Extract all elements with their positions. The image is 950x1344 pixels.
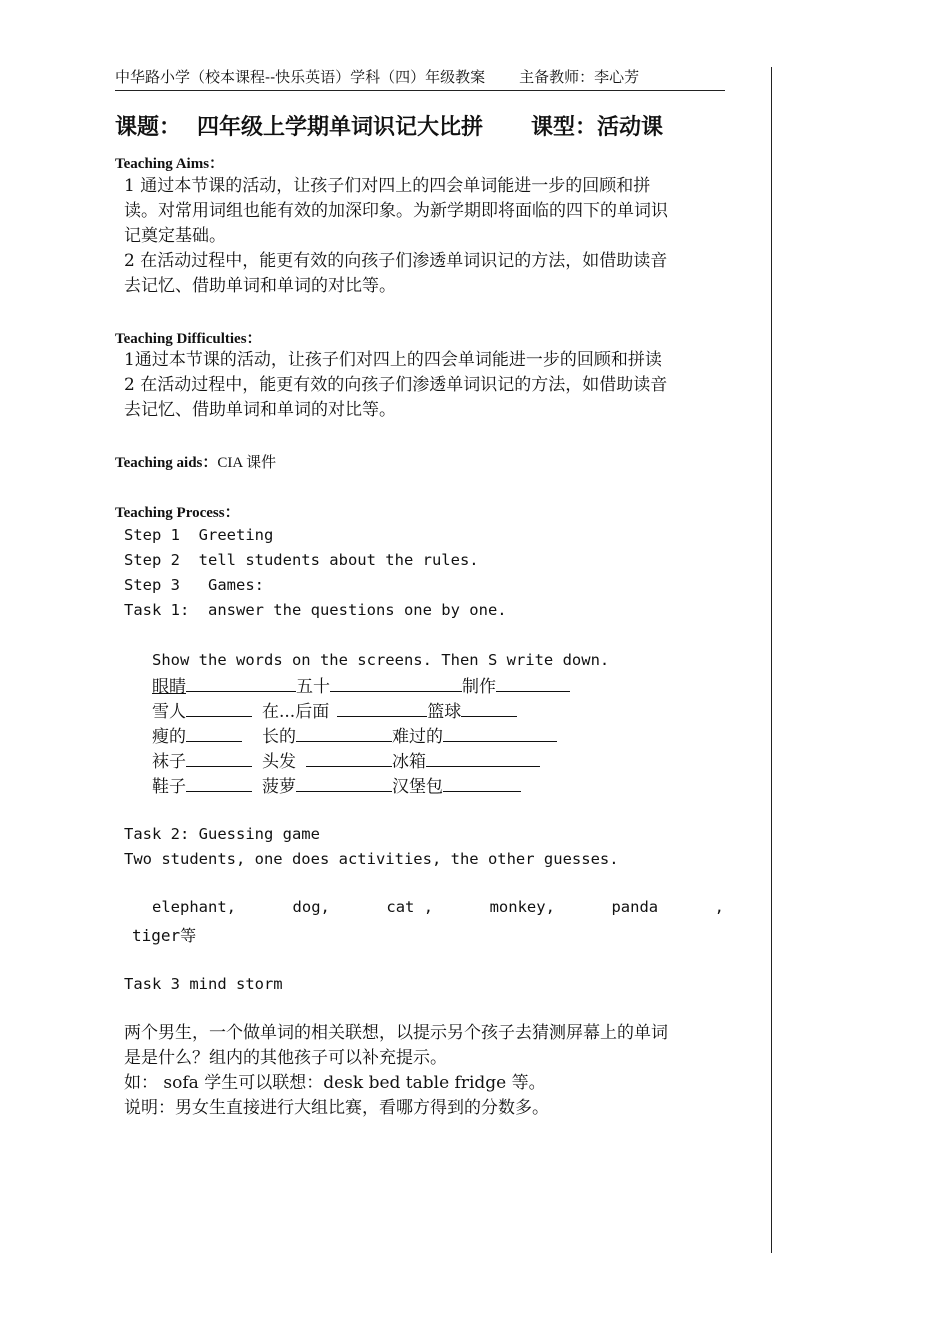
vocab-row <box>152 674 570 699</box>
header-school: 中华路小学（校本课程--快乐英语）学科（四）年级教案 <box>115 68 486 86</box>
vocab-word: 篮球 <box>427 702 462 722</box>
aids-heading: Teaching aids： <box>115 455 218 471</box>
vocab-word: 眼睛 <box>152 677 186 697</box>
title-type: 课型：活动课 <box>531 114 664 140</box>
vocab-row <box>152 699 570 724</box>
answer-blank[interactable] <box>186 674 296 692</box>
lesson-title <box>115 110 663 141</box>
aims-line: 记奠定基础。 <box>124 226 226 246</box>
vocab-word: 头发 <box>262 752 296 772</box>
vocab-word: 瘦的 <box>152 727 186 747</box>
task2-title: Task 2: Guessing game <box>124 825 320 843</box>
vocab-word: 冰箱 <box>392 752 426 772</box>
answer-blank[interactable] <box>337 699 427 717</box>
difficulties-body <box>124 348 728 423</box>
animal-word: panda <box>611 898 659 916</box>
difficulties-line: 去记忆、借助单词和单词的对比等。 <box>124 400 396 420</box>
vocab-word: 长的 <box>262 727 296 747</box>
step-line: Task 1: answer the questions one by one. <box>124 601 507 619</box>
answer-blank[interactable] <box>426 749 540 767</box>
vocab-word: 袜子 <box>152 752 186 772</box>
difficulties-line: 1通过本节课的活动，让孩子们对四上的四会单词能进一步的回顾和拼读 <box>124 350 662 370</box>
margin-rule <box>771 67 772 1253</box>
step-line: Step 3 Games: <box>124 576 264 594</box>
animal-list <box>152 898 724 916</box>
task3-line: 说明：男女生直接进行大组比赛，看哪方得到的分数多。 <box>124 1098 549 1118</box>
answer-blank[interactable] <box>296 724 392 742</box>
answer-blank[interactable] <box>306 749 392 767</box>
task3-line: 两个男生，一个做单词的相关联想，以提示另个孩子去猜测屏幕上的单词 <box>124 1023 668 1043</box>
process-heading: Teaching Process： <box>115 505 240 521</box>
animal-list-tail <box>132 923 196 946</box>
task3-line: 如： sofa 学生可以联想：desk bed table fridge 等。 <box>124 1073 546 1093</box>
vocab-word: 雪人 <box>152 702 186 722</box>
animal-word: tiger <box>132 926 181 945</box>
task2-description: Two students, one does activities, the other guesses. <box>124 850 619 868</box>
vocab-word: 鞋子 <box>152 777 186 797</box>
vocab-word: 菠萝 <box>262 777 296 797</box>
aids-value: CIA 课件 <box>217 455 277 471</box>
answer-blank[interactable] <box>186 774 252 792</box>
aims-body <box>124 174 728 299</box>
vocab-row <box>152 724 570 749</box>
vocab-word: 汉堡包 <box>392 777 443 797</box>
task3-line: 是是什么？组内的其他孩子可以补充提示。 <box>124 1048 447 1068</box>
aims-line: 去记忆、借助单词和单词的对比等。 <box>124 276 396 296</box>
answer-blank[interactable] <box>186 724 242 742</box>
vocab-word: 难过的 <box>392 727 443 747</box>
aims-line: 2 在活动过程中，能更有效的向孩子们渗透单词识记的方法，如借助读音 <box>124 251 668 271</box>
step-line: Step 1 Greeting <box>124 526 274 544</box>
step-line: Step 2 tell students about the rules. <box>124 551 479 569</box>
animal-word: , <box>714 898 724 916</box>
title-label: 课题： <box>115 114 182 140</box>
task1-instruction: Show the words on the screens. Then S write down. <box>152 651 610 669</box>
aims-line: 读。对常用词组也能有效的加深印象。为新学期即将面临的四下的单词识 <box>124 201 668 221</box>
title-topic: 四年级上学期单词识记大比拼 <box>197 114 484 140</box>
vocab-word: 制作 <box>462 677 496 697</box>
answer-blank[interactable] <box>296 774 392 792</box>
aids-line <box>115 451 276 472</box>
animal-word: cat , <box>386 898 434 916</box>
aims-heading: Teaching Aims： <box>115 156 225 172</box>
animal-word: elephant, <box>152 898 236 916</box>
vocab-worksheet <box>152 674 570 799</box>
header-teacher: 主备教师：李心芳 <box>519 68 640 86</box>
vocab-row <box>152 774 570 799</box>
difficulties-heading: Teaching Difficulties： <box>115 331 262 347</box>
aims-line: 1 通过本节课的活动，让孩子们对四上的四会单词能进一步的回顾和拼 <box>124 176 651 196</box>
task3-title: Task 3 mind storm <box>124 975 283 993</box>
animal-etc: 等 <box>180 926 197 945</box>
steps-list <box>124 523 507 623</box>
vocab-word: 在...后面 <box>262 702 330 722</box>
answer-blank[interactable] <box>443 774 521 792</box>
difficulties-line: 2 在活动过程中，能更有效的向孩子们渗透单词识记的方法，如借助读音 <box>124 375 668 395</box>
answer-blank[interactable] <box>186 749 252 767</box>
vocab-row <box>152 749 570 774</box>
animal-word: monkey, <box>489 898 555 916</box>
answer-blank[interactable] <box>461 699 517 717</box>
vocab-word: 五十 <box>296 677 330 697</box>
task3-body <box>124 1021 728 1121</box>
answer-blank[interactable] <box>496 674 570 692</box>
answer-blank[interactable] <box>443 724 557 742</box>
animal-word: dog, <box>292 898 330 916</box>
answer-blank[interactable] <box>330 674 462 692</box>
answer-blank[interactable] <box>186 699 252 717</box>
page-header <box>115 66 725 91</box>
